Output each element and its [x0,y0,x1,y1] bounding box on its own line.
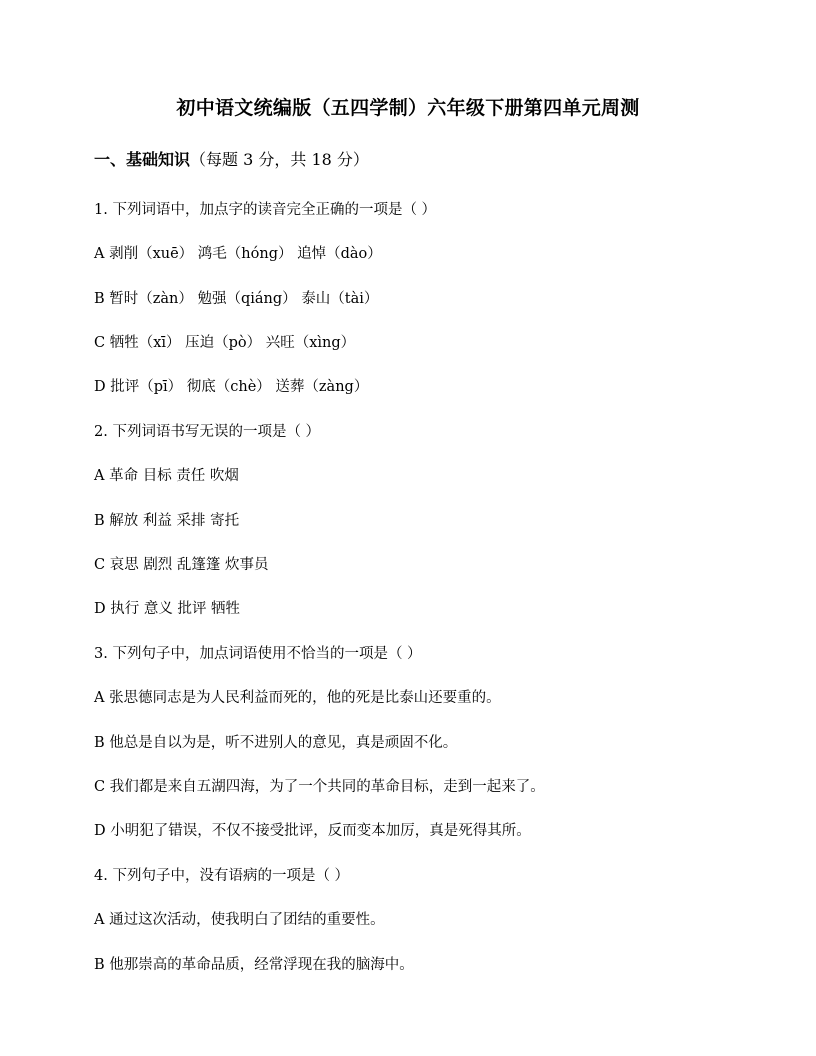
question-2-option-d: D 执行 意义 批评 牺牲 [94,601,241,617]
question-1-option-b: B 暂时（zàn） 勉强（qiáng） 泰山（tài） [94,291,379,307]
question-4-option-a: A 通过这次活动，使我明白了团结的重要性。 [94,912,385,928]
question-4-option-b: B 他那崇高的革命品质，经常浮现在我的脑海中。 [94,957,414,973]
section-title: 一、基础知识 [94,150,191,169]
question-3-stem: 3. 下列句子中，加点词语使用不恰当的一项是（ ） [94,646,422,662]
question-2-option-a: A 革命 目标 责任 吹烟 [94,468,239,484]
question-3-option-c: C 我们都是来自五湖四海，为了一个共同的革命目标，走到一起来了。 [94,779,545,795]
question-2-option-c: C 哀思 剧烈 乱篷篷 炊事员 [94,557,269,573]
question-3-option-b: B 他总是自以为是，听不进别人的意见，真是顽固不化。 [94,735,458,751]
question-1-option-d: D 批评（pī） 彻底（chè） 送葬（zàng） [94,379,369,395]
question-2-option-b: B 解放 利益 采排 寄托 [94,513,240,529]
question-1-option-c: C 牺牲（xī） 压迫（pò） 兴旺（xìng） [94,335,356,351]
question-1-option-a: A 剥削（xuē） 鸿毛（hóng） 追悼（dào） [94,246,382,262]
question-2-stem: 2. 下列词语书写无误的一项是（ ） [94,424,321,440]
page-title: 初中语文统编版（五四学制）六年级下册第四单元周测 [176,97,640,119]
question-1-stem: 1. 下列词语中，加点字的读音完全正确的一项是（ ） [94,202,437,218]
section-score-note: （每题 3 分，共 18 分） [190,150,369,169]
question-4-stem: 4. 下列句子中，没有语病的一项是（ ） [94,868,350,884]
section-heading [94,149,369,171]
question-3-option-a: A 张思德同志是为人民利益而死的，他的死是比泰山还要重的。 [94,690,501,706]
question-3-option-d: D 小明犯了错误，不仅不接受批评，反而变本加厉，真是死得其所。 [94,823,531,839]
